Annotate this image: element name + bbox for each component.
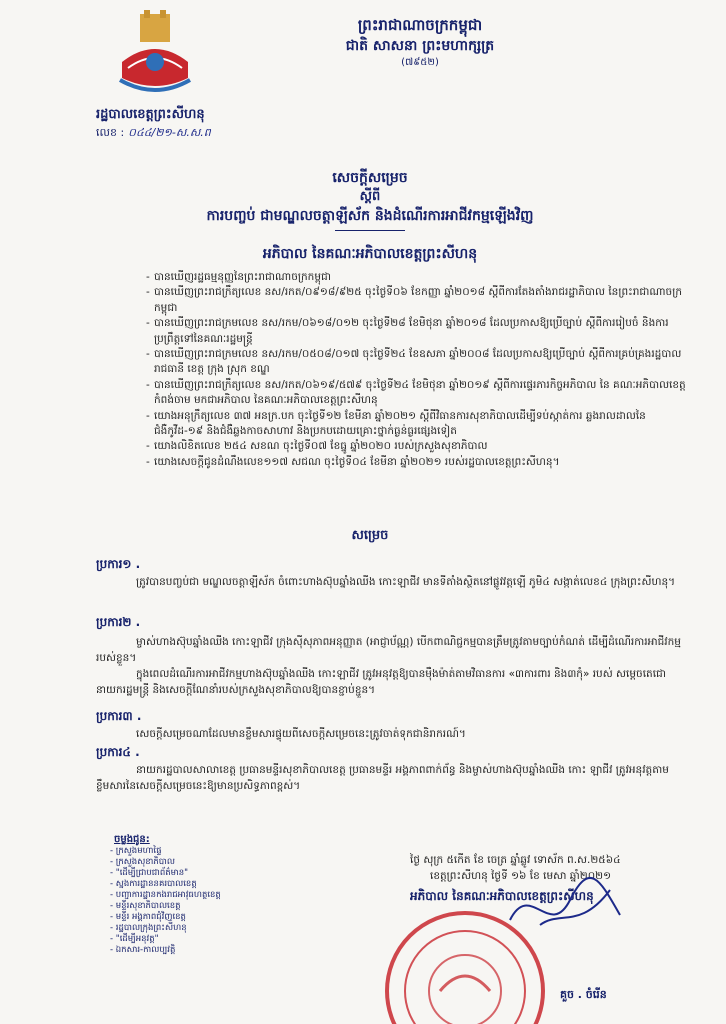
recipient-item: - មន្ទីរ អង្គភាពជុំវិញខេត្ត: [110, 912, 221, 923]
visa-item: - យោងលិខិតលេខ ២៥៤ សខណ ចុះថ្ងៃទី០៧ ខែធ្នូ ឆ្នាំ២០២០ របស់ក្រសួងសុខាភិបាល: [146, 439, 691, 454]
recipient-item: - ក្រសួងសុខាភិបាល: [110, 857, 221, 868]
issuing-office: រដ្ឋបាលខេត្តព្រះសីហនុ: [96, 107, 205, 122]
ministry-emblem-icon: [118, 10, 192, 98]
recipient-item: - ស្នងការដ្ឋាននគរបាលខេត្ត: [110, 879, 221, 890]
recipient-item: - រដ្ឋបាលក្រុងព្រះសីហនុ: [110, 923, 221, 934]
document-type: សេចក្តីសម្រេច: [332, 170, 408, 186]
article-3-heading: ប្រការ៣ .: [96, 709, 142, 723]
recipient-item: - "ដើម្បីអនុវត្ត": [110, 934, 221, 945]
article-1-text: ត្រូវបានបញ្ចប់ជា មណ្ឌលចត្តាឡីស័ក ចំពោះហាងស៊ុបឆ្នាំងឈីង កោះឡាជីវ មានទីតាំងស្ថិតនៅផ្លូវវត្តឡើ ភូមិ៤ សង្កាត់លេខ៤ ក្រុងព្រះសីហនុ។: [136, 576, 676, 588]
issuing-authority: អភិបាល នៃគណៈអភិបាលខេត្តព្រះសីហនុ: [262, 246, 478, 262]
article-4-heading: ប្រការ៤ .: [96, 745, 140, 759]
visa-item: - យោងអនុក្រឹត្យលេខ ៣៧ អនក្រ.បក ចុះថ្ងៃទី១២ ខែមីនា ឆ្នាំ២០២១ ស្តីពីវិធានការសុខាភិបាលដើម្បីទប់ស្កាត់ការ ឆ្លងរាលដាលនៃជំងឺកូវីដ-១៩ និងជំងឺឆ្លងកាចសាហាវ និងប្រកបដោយគ្រោះថ្នាក់ធ្ងន់ធ្ងរផ្សេងទៀត: [146, 409, 691, 440]
recipients-heading: ចម្លងជូន:: [114, 834, 150, 845]
visa-item: - បានឃើញព្រះរាជក្រឹត្យលេខ នស/រកត/០៦១៩/៥៧៩ ចុះថ្ងៃទី២៤ ខែមិថុនា ឆ្នាំ២០១៩ ស្តីពីការផ្ទេរភារកិច្ចអភិបាល នៃ គណៈអភិបាលខេត្តកំពង់ចាម មកជាអភិបាល នៃគណៈអភិបាលខេត្តព្រះសីហនុ: [146, 378, 691, 409]
article-2-text-2: ក្នុងពេលដំណើរការអាជីវកម្មហាងស៊ុបឆ្នាំងឈីង កោះឡាជីវ ត្រូវអនុវត្តឱ្យបានម៉ឺងម៉ាត់តាមវិធានការ «៣ការពារ និង៣កុំ» របស់ សម្តេចតេជោ នាយករដ្ឋមន្ត្រី និងសេចក្តីណែនាំរបស់ក្រសួងសុខាភិបាលឱ្យបានខ្ជាប់ខ្ជួន។: [96, 668, 667, 696]
recipient-item: - "ដើម្បីជ្រាបជាព័ត៌មាន": [110, 868, 221, 879]
recipients-list: [110, 846, 221, 956]
kingdom-line: ព្រះរាជាណាចក្រកម្ពុជា: [357, 16, 483, 34]
visa-list: [146, 270, 691, 470]
document-subject: ការបញ្ចប់ ជាមណ្ឌលចត្តាឡីស័ក និងដំណើរការអាជីវកម្មឡើងវិញ: [206, 208, 534, 224]
reference-value: ០៤៤/២១-ស.ស.ព: [128, 126, 211, 139]
article-1-heading: ប្រការ១ .: [96, 557, 141, 571]
visa-item: - បានឃើញព្រះរាជក្រមលេខ នស/រកម/០៥០៨/០១៧ ចុះថ្ងៃទី២៤ ខែឧសភា ឆ្នាំ២០០៨ ដែលប្រកាសឱ្យប្រើច្បាប់ ស្តីពីការគ្រប់គ្រងរដ្ឋបាលរាជធានី ខេត្ត ក្រុង ស្រុក ខណ្ឌ: [146, 347, 691, 378]
handwritten-signature-icon: [500, 870, 630, 940]
ornament-mark: (៧៩៥២): [401, 57, 439, 68]
article-2-heading: ប្រការ២ .: [96, 615, 141, 629]
recipient-item: - មន្ទីរសុខាភិបាលខេត្ត: [110, 901, 221, 912]
document-header: [255, 14, 585, 70]
reference-label: លេខ :: [96, 126, 125, 139]
recipient-item: - ក្រសួងមហាផ្ទៃ: [110, 846, 221, 857]
document-about: ស្តីពី: [359, 189, 381, 204]
visa-item: - បានឃើញព្រះរាជក្រឹត្យលេខ នស/រកត/០៩១៨/៩២៥ ចុះថ្ងៃទី០៦ ខែកញ្ញា ឆ្នាំ២០១៨ ស្តីពីការតែងតាំងរាជរដ្ឋាភិបាល នៃព្រះរាជាណាចក្រកម្ពុជា: [146, 285, 691, 316]
solar-date: ខេត្តព្រះសីហនុ ថ្ងៃទី ១៦ ខែ មេសា ឆ្នាំ២០២១: [430, 870, 612, 882]
lunar-date: ថ្ងៃ សុក្រ ៥កើត ខែ ចេត្រ ឆ្នាំឆ្លូវ ទោស័ក ព.ស.២៥៦៤: [410, 854, 621, 866]
recipient-item: - ឯកសារ-កាលប្បវត្តិ: [110, 945, 221, 956]
recipient-item: - បញ្ជាការដ្ឋានកងរាជអាវុធហត្ថខេត្ត: [110, 890, 221, 901]
signer-title: អភិបាល នៃគណៈអភិបាលខេត្តព្រះសីហនុ: [410, 889, 594, 903]
title-divider: [335, 230, 405, 231]
article-3-text: សេចក្តីសម្រេចណាដែលមានខ្លឹមសារផ្ទុយពីសេចក្តីសម្រេចនេះត្រូវចាត់ទុកជានិរាករណ៍។: [136, 728, 466, 740]
reference-number: [96, 126, 211, 142]
article-4-text: នាយករដ្ឋបាលសាលាខេត្ត ប្រធានមន្ទីរសុខាភិបាលខេត្ត ប្រធានមន្ទីរ អង្គភាពពាក់ព័ន្ធ និងម្ចាស់ហាងស៊ុបឆ្នាំងឈីង កោះ ឡាជីវ ត្រូវអនុវត្តតាមខ្លឹមសារនៃសេចក្តីសម្រេចនេះឱ្យមានប្រសិទ្ធភាពខ្ពស់។: [96, 764, 669, 792]
visa-item: - បានឃើញព្រះរាជក្រមលេខ នស/រកម/០៦១៨/០១២ ចុះថ្ងៃទី២៨ ខែមិថុនា ឆ្នាំ២០១៨ ដែលប្រកាសឱ្យប្រើច្បាប់ ស្តីពីការរៀបចំ និងការប្រព្រឹត្តទៅនៃគណៈរដ្ឋមន្ត្រី: [146, 316, 691, 347]
signer-name: គួច . ចំរើន: [560, 988, 607, 1001]
article-2-text: ម្ចាស់ហាងស៊ុបឆ្នាំងឈីង កោះឡាជីវ ក្រុងស៊ីសុភាពអនុញ្ញាត (អាជ្ញាប័ណ្ណ) បើកពាណិជ្ជកម្មបានត្រឹមត្រូវតាមច្បាប់កំណត់ ដើម្បីដំណើរការអាជីវកម្មរបស់ខ្លួន។: [96, 636, 681, 664]
visa-item: - បានឃើញរដ្ឋធម្មនុញ្ញនៃព្រះរាជាណាចក្រកម្ពុជា: [146, 270, 691, 285]
motto-line: ជាតិ សាសនា ព្រះមហាក្សត្រ: [345, 38, 495, 54]
decision-heading: សម្រេច: [351, 528, 389, 543]
visa-item: - យោងសេចក្តីជូនដំណឹងលេខ១១៧ សជណ ចុះថ្ងៃទី០៤ ខែមីនា ឆ្នាំ២០២១ របស់រដ្ឋបាលខេត្តព្រះសីហនុ។: [146, 455, 691, 470]
